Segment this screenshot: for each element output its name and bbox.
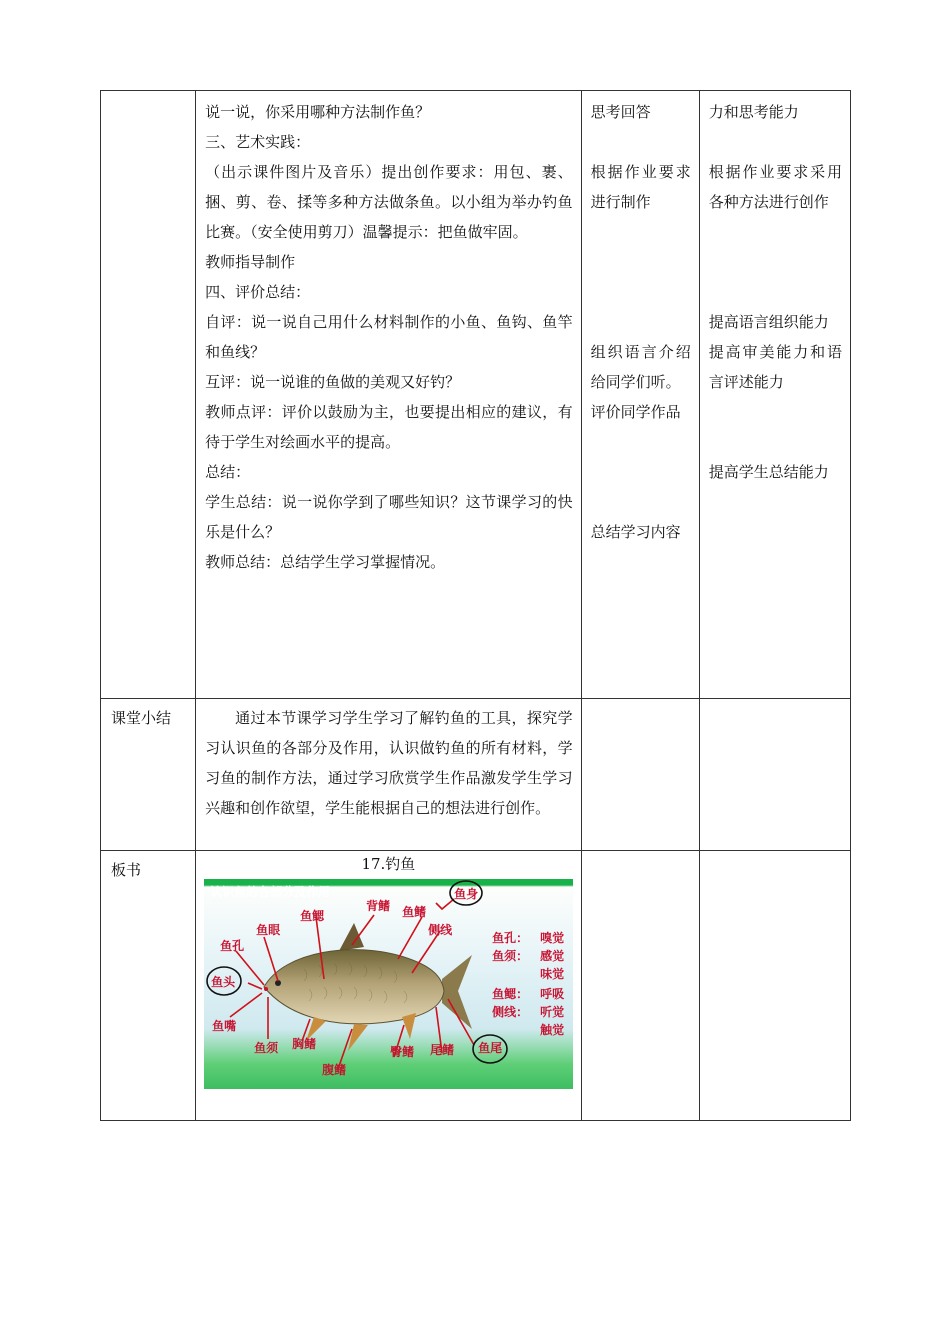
summary-empty-cell: [699, 699, 850, 851]
function-list: [492, 931, 564, 1037]
design-intent: 提高学生总结能力: [708, 463, 829, 481]
design-intent: 提高审美能力和语言评述能力: [708, 343, 842, 391]
label-fuqi: 腹鳍: [322, 1063, 347, 1077]
label-yuxu: 鱼须: [254, 1041, 279, 1055]
label-weiqi: 尾鳍: [430, 1043, 455, 1057]
design-intent: 力和思考能力: [708, 103, 799, 121]
board-label: 板书: [111, 861, 142, 879]
design-intent: 提高语言组织能力: [708, 313, 829, 331]
content-paragraph: （出示课件图片及音乐）提出创作要求：用包、裹、捆、剪、卷、揉等多种方法做条鱼。以小组为举办钓鱼比赛。（安全使用剪刀）温馨提示：把鱼做牢固。: [205, 163, 573, 241]
board-label-cell: [101, 851, 196, 1121]
function-item: 味觉: [540, 967, 565, 981]
label-yuyan: 鱼眼: [256, 923, 281, 937]
section-heading: 三、艺术实践：: [205, 133, 311, 151]
label-yukong: 鱼孔: [220, 939, 245, 953]
content-line: 教师指导制作: [205, 253, 296, 271]
dorsal-fin-shape: [339, 923, 364, 951]
fish-diagram: [204, 879, 573, 1089]
summary-text: 通过本节课学习学生学习了解钓鱼的工具，探究学习认识鱼的各部分及作用，认识做钓鱼的所有材料，学习鱼的制作方法，通过学习欣赏学生作品激发学生学习兴趣和创作欲望，学生能根据自己的想法进行创作。: [205, 709, 573, 817]
board-content-cell: [196, 851, 582, 1121]
design-intent-cell: [699, 91, 850, 699]
function-item: 侧线： 听觉: [492, 1005, 565, 1019]
function-item: 鱼须： 感觉: [492, 949, 565, 963]
label-tunqi: 臀鳍: [390, 1045, 415, 1059]
activities-label-cell: [101, 91, 196, 699]
board-empty-cell: [699, 851, 850, 1121]
content-line: 教师总结：总结学生学习掌握情况。: [205, 553, 446, 571]
function-item: 鱼孔： 嗅觉: [492, 931, 565, 945]
label-yuwei: 鱼尾: [478, 1041, 503, 1055]
label-cexian: 侧线: [428, 923, 453, 937]
label-xiongqi: 胸鳍: [292, 1037, 317, 1051]
label-yutou: 鱼头: [211, 975, 236, 989]
diagram-heading: 认识鱼的各部分及作用: [210, 885, 331, 899]
student-activity: 组织语言介绍给同学们听。: [590, 343, 691, 391]
section-heading: 四、评价总结：: [205, 283, 311, 301]
student-activity: 思考回答: [590, 103, 651, 121]
label-yuzui: 鱼嘴: [212, 1019, 237, 1033]
fish-mouth-shape: [264, 987, 268, 991]
student-activity: 总结学习内容: [590, 523, 681, 541]
content-paragraph: 学生总结：说一说你学到了哪些知识？这节课学习的快乐是什么？: [205, 493, 573, 541]
summary-row: [101, 699, 851, 851]
label-yushen: 鱼身: [454, 887, 479, 901]
board-empty-cell: [581, 851, 699, 1121]
pelvic-fin-shape: [348, 1024, 368, 1051]
function-item: 鱼鳃： 呼吸: [492, 987, 565, 1001]
board-row: [101, 851, 851, 1121]
board-title: 17.钓鱼: [361, 855, 416, 873]
content-line: 总结：: [205, 463, 251, 481]
function-item: 触觉: [540, 1023, 565, 1037]
label-yusai: 鱼鳃: [300, 909, 325, 923]
label-yuqi: 鱼鳍: [402, 905, 427, 919]
activities-content-cell: [196, 91, 582, 699]
content-paragraph: 自评：说一说自己用什么材料制作的小鱼、鱼钩、鱼竿和鱼线？: [205, 313, 573, 361]
design-intent: 根据作业要求采用各种方法进行创作: [708, 163, 842, 211]
summary-content-cell: [196, 699, 582, 851]
content-line: 互评：说一说谁的鱼做的美观又好钓？: [205, 373, 461, 391]
content-line: 说一说，你采用哪种方法制作鱼？: [205, 103, 431, 121]
activities-row: [101, 91, 851, 699]
summary-empty-cell: [581, 699, 699, 851]
label-beiqi: 背鳍: [366, 899, 391, 913]
summary-label: 课堂小结: [111, 709, 172, 727]
summary-label-cell: [101, 699, 196, 851]
lesson-plan-table: [100, 90, 851, 1121]
student-activity: 评价同学作品: [590, 403, 681, 421]
student-activity-cell: [581, 91, 699, 699]
student-activity: 根据作业要求进行制作: [590, 163, 691, 211]
fish-body-shape: [264, 950, 444, 1024]
tail-fin-shape: [442, 955, 472, 1029]
content-paragraph: 教师点评：评价以鼓励为主，也要提出相应的建议，有待于学生对绘画水平的提高。: [205, 403, 573, 451]
